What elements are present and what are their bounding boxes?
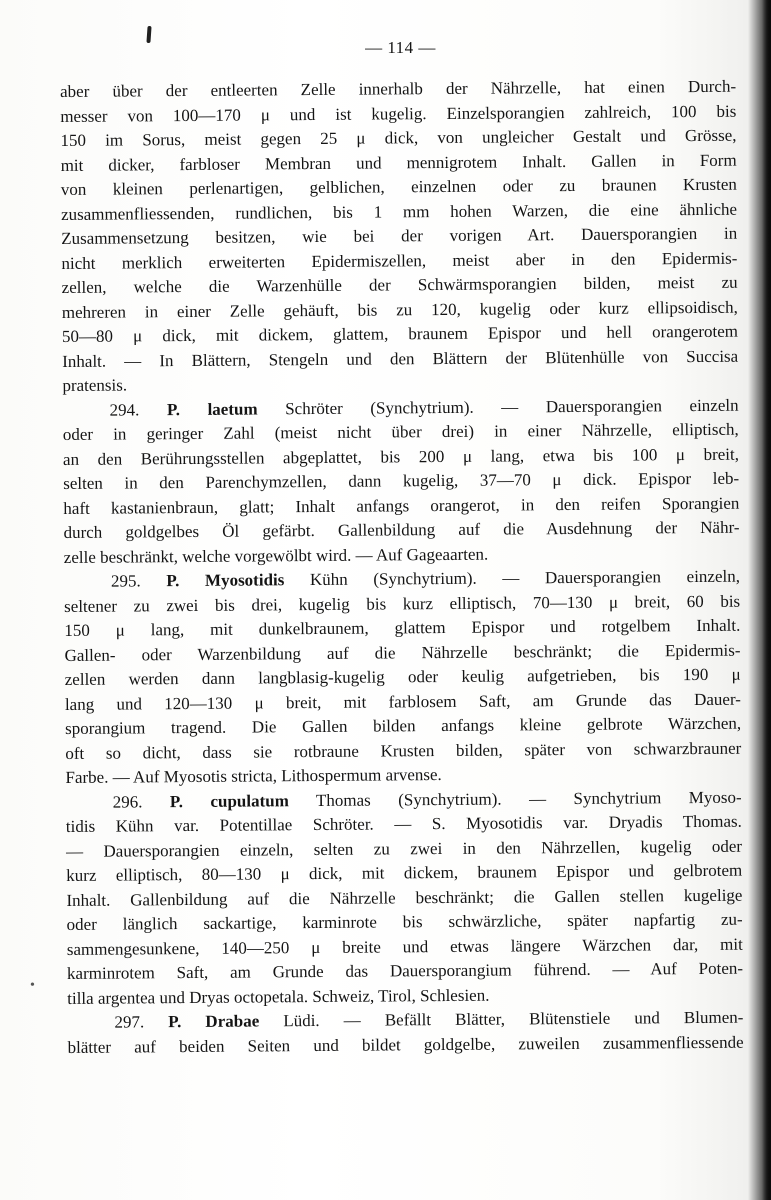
text-line: karminrotem Saft, am Grunde das Dauersporangium führend. — Auf Poten- [66, 958, 744, 983]
entry-text: Schröter (Synchytrium). — Dauersporangien einzeln [285, 395, 739, 418]
text-line: mit dicker, farbloser Membran und mennigrotem Inhalt. Gallen in Form [60, 150, 737, 175]
page-number [0, 38, 771, 58]
text-line: zellen, welche die Warzenhülle der Schwärmsporangien bilden, meist zu [61, 272, 738, 297]
entry-number: 296. [112, 791, 143, 812]
species-epithet: cupulatum [210, 790, 289, 811]
text-line: von kleinen perlenartigen, gelblichen, einzelnen oder zu braunen Krusten [60, 174, 737, 199]
text-line: selten in den Parenchymzellen, dann kugelig, 37—70 μ dick. Epispor leb- [63, 468, 740, 493]
species-epithet: Drabae [205, 1011, 260, 1031]
genus-abbrev: P. [168, 1012, 182, 1032]
text-line: haft kastanienbraun, glatt; Inhalt anfangs orangerot, in den reifen Sporangien [63, 493, 740, 518]
entry-text: Kühn (Synchytrium). — Dauersporangien einzeln, [309, 566, 741, 590]
page-number-text: — 114 — [365, 38, 436, 57]
text-line: oft so dicht, dass sie rotbraune Krusten bilden, später von schwarzbrauner [65, 738, 742, 763]
text-line: oder länglich sackartige, karminrote bis schwärzliche, später napfartig zu- [66, 909, 743, 934]
body-text [60, 75, 744, 1060]
species-epithet: laetum [207, 398, 258, 419]
binding-shadow [762, 0, 771, 1200]
genus-abbrev: P. [169, 791, 184, 811]
entry-text: Thomas (Synchytrium). — Synchytrium Myoso- [315, 787, 742, 810]
entry-number: 297. [114, 1012, 145, 1032]
text-line: Inhalt. Gallenbildung auf die Nährzelle beschränkt; die Gallen stellen kugelige [66, 885, 743, 910]
text-line: oder in geringer Zahl (meist nicht über drei) in einer Nährzelle, elliptisch, [62, 419, 739, 444]
text-line: zelle beschränkt, welche vorgewölbt wird. — Auf Gageaarten. [63, 544, 489, 567]
text-line: aber über der entleerten Zelle innerhalb der Nährzelle, hat einen Durch- [60, 76, 737, 101]
text-line: Zusammensetzung besitzen, wie bei der vorigen Art. Dauersporangien in [61, 223, 738, 248]
text-line: kurz elliptisch, 80—130 μ dick, mit dickem, braunem Epispor und gelbrotem [66, 860, 743, 885]
genus-abbrev: P. [166, 571, 180, 591]
entry-text: Lüdi. — Befällt Blätter, Blütenstiele und Blumen- [283, 1007, 744, 1031]
entry-number: 294. [109, 399, 140, 420]
text-line: tilla argentea und Dryas octopetala. Schweiz, Tirol, Schlesien. [67, 985, 490, 1008]
text-line: mehreren in einer Zelle gehäuft, bis zu 120, kugelig oder kurz ellipsoidisch, [61, 297, 738, 322]
text-line: — Dauersporangien einzeln, selten zu zwei in den Nährzellen, kugelig oder [65, 836, 743, 861]
ink-speck: • [30, 978, 35, 993]
text-line: 150 μ lang, mit dunkelbraunem, glattem Epispor und rotgelbem Inhalt. [64, 615, 741, 640]
text-line: blätter auf beiden Seiten und bildet goldgelbe, zuweilen zusammenfliessende [67, 1032, 744, 1057]
text-line: Inhalt. — In Blättern, Stengeln und den Blättern der Blütenhülle von Succisa [62, 346, 739, 371]
text-line: zellen werden dann langblasig-kugelig oder keulig aufgetrieben, bis 190 μ [64, 664, 741, 689]
text-line: 150 im Sorus, meist gegen 25 μ dick, von ungleicher Gestalt und Grösse, [60, 125, 737, 150]
text-line: durch goldgelbes Öl gefärbt. Gallenbildung auf die Ausdehnung der Nähr- [63, 517, 740, 542]
text-line: seltener zu zwei bis drei, kugelig bis kurz elliptisch, 70—130 μ breit, 60 bis [64, 591, 741, 616]
text-line: sporangium tragend. Die Gallen bilden anfangs kleine gelbrote Wärzchen, [65, 713, 742, 738]
text-line: 50—80 μ dick, mit dickem, glattem, braunem Epispor und hell orangerotem [61, 321, 739, 346]
genus-abbrev: P. [166, 399, 181, 419]
entry-number: 295. [110, 571, 141, 591]
text-line: messer von 100—170 μ und ist kugelig. Einzelsporangien zahlreich, 100 bis [60, 101, 737, 126]
text-line: zusammenfliessenden, rundlichen, bis 1 mm hohen Warzen, die eine ähnliche [60, 199, 738, 224]
text-line: lang und 120—130 μ breit, mit farblosem Saft, am Grunde das Dauer- [64, 689, 741, 714]
text-line: sammengesunkene, 140—250 μ breite und etwas längere Wärzchen dar, mit [66, 934, 743, 959]
text-line: an den Berührungsstellen abgeplattet, bis 200 μ lang, etwa bis 100 μ breit, [62, 444, 740, 469]
text-line: Farbe. — Auf Myosotis stricta, Lithospermum arvense. [65, 765, 442, 787]
text-line: pratensis. [62, 375, 128, 395]
text-line: tidis Kühn var. Potentillae Schröter. — S. Myosotidis var. Dryadis Thomas. [65, 811, 742, 836]
text-line: nicht merklich erweiterten Epidermiszellen, meist aber in den Epidermis- [61, 248, 738, 273]
species-epithet: Myosotidis [204, 570, 285, 590]
text-line: Gallen- oder Warzenbildung auf die Nährzelle beschränkt; die Epidermis- [64, 640, 741, 665]
